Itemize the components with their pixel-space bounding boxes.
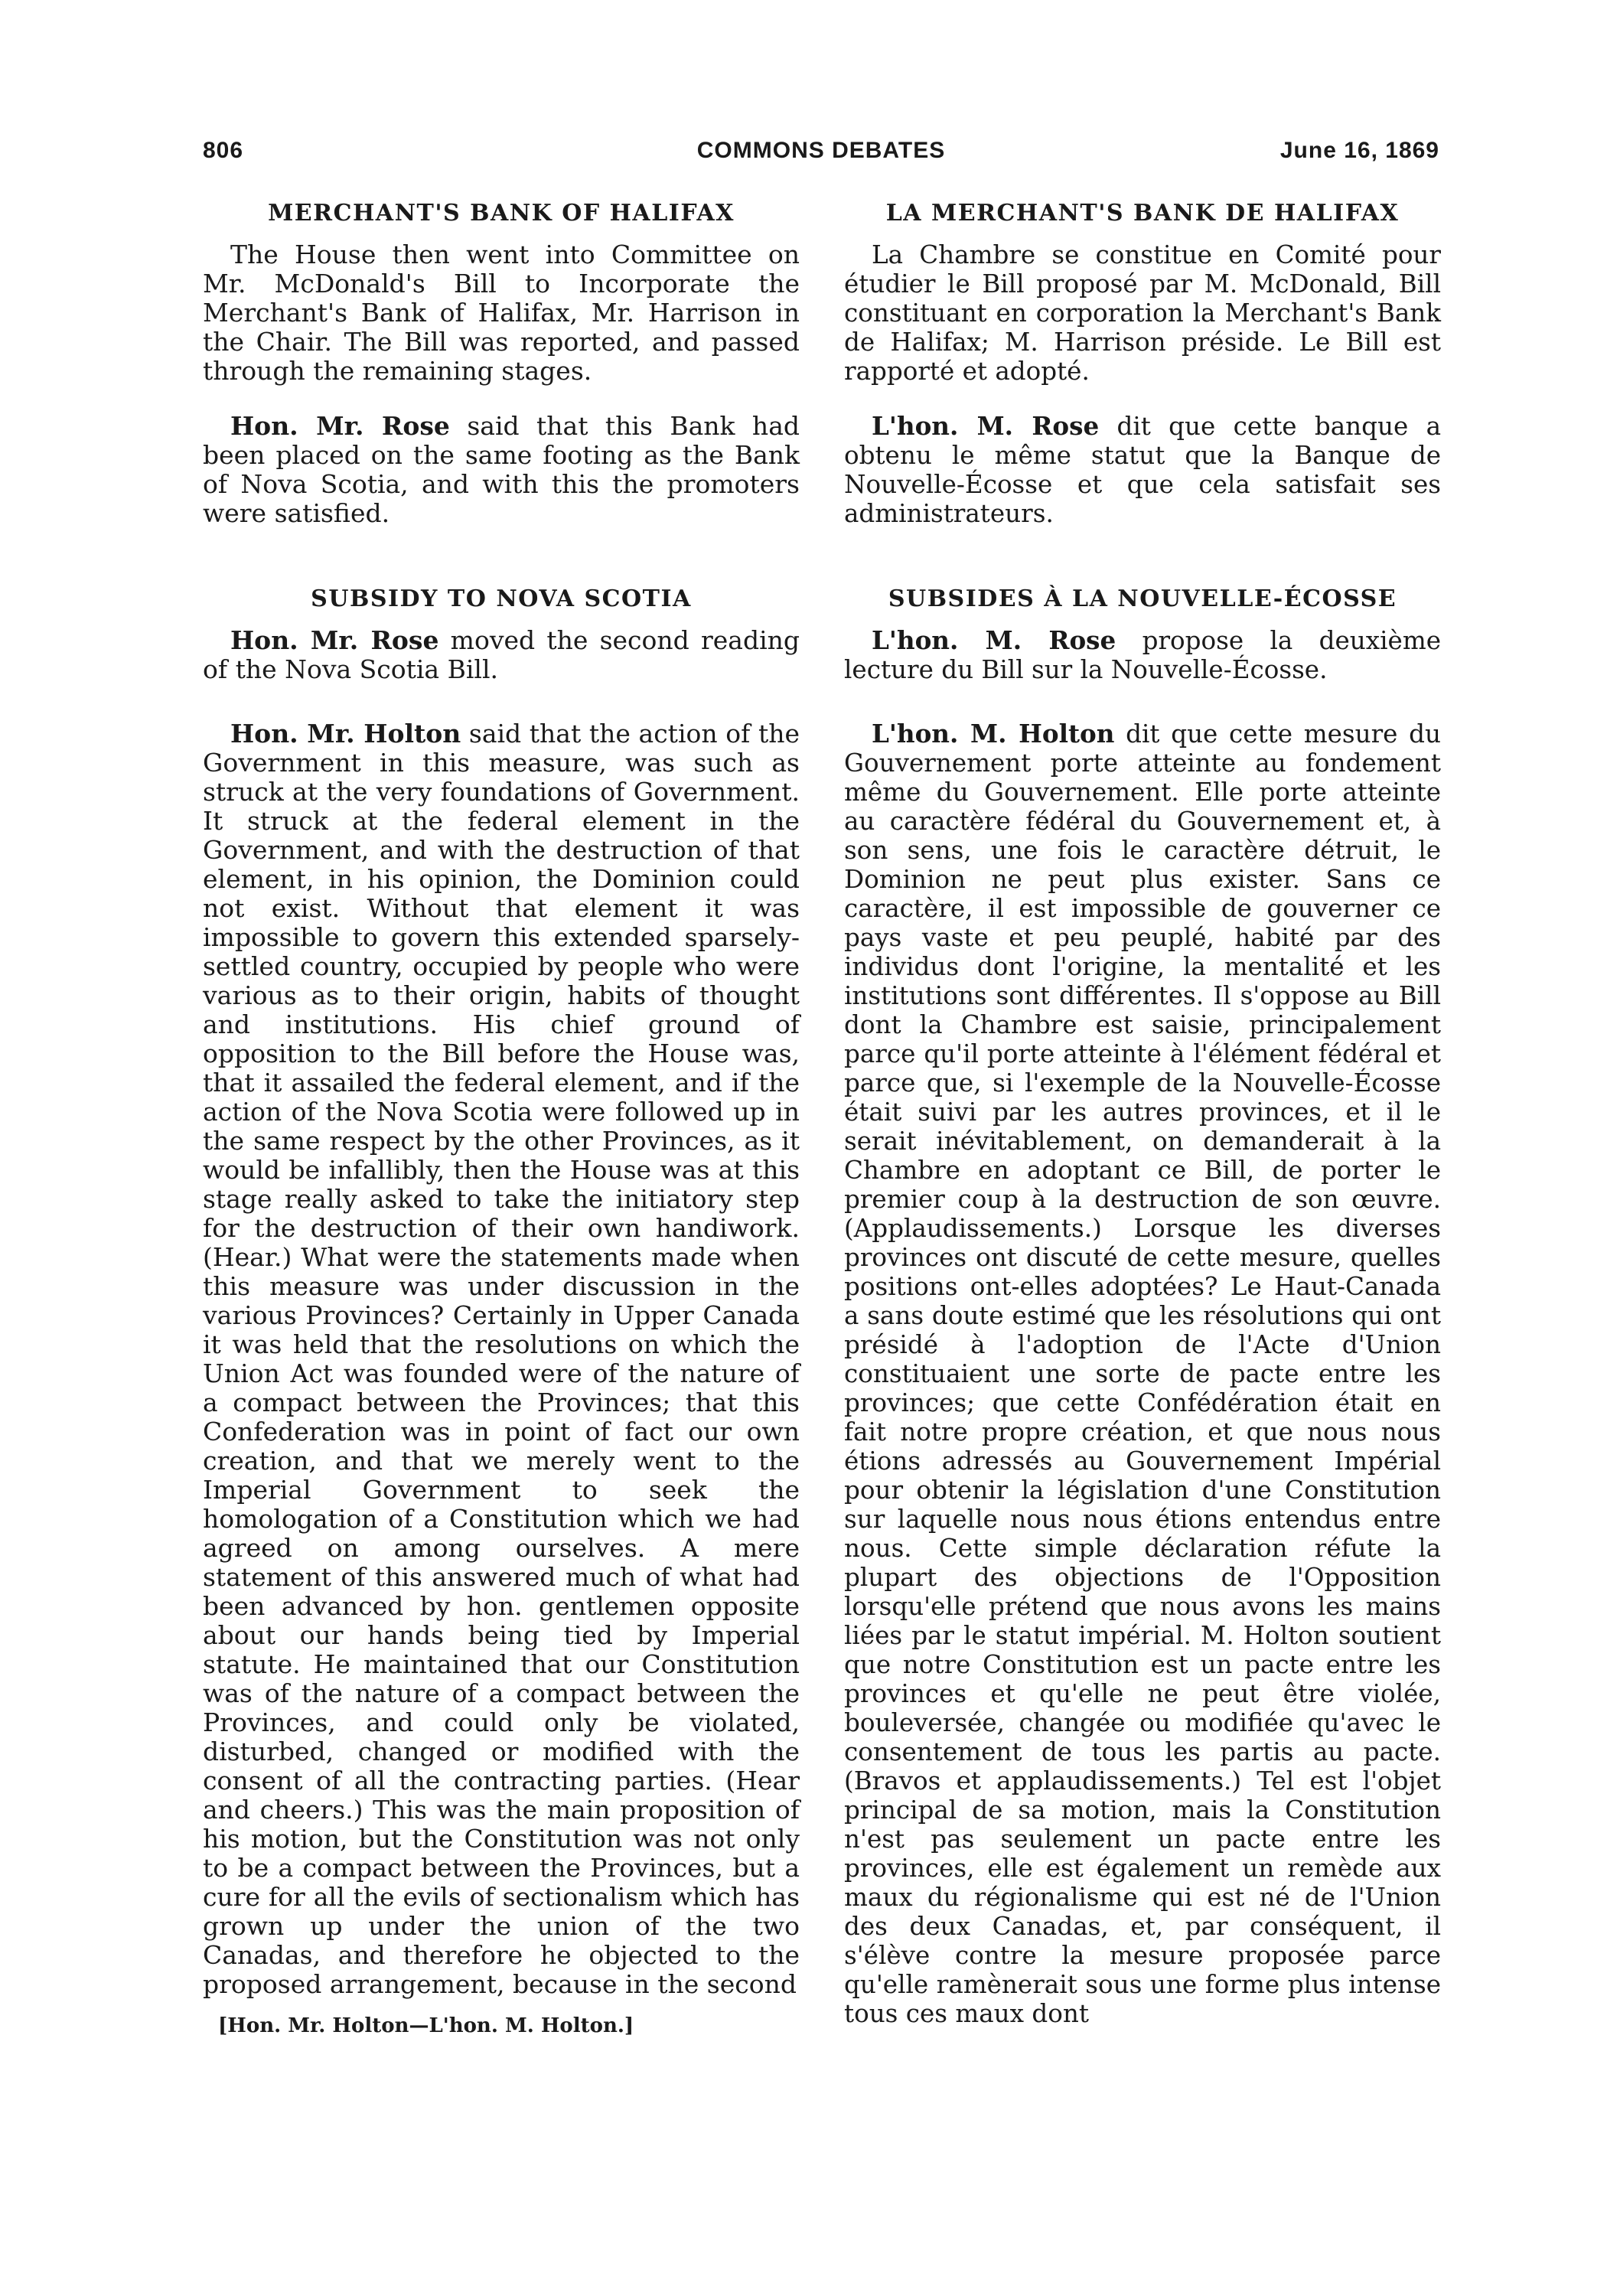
- speech-text: dit que cette mesure du Gouvernement porte atteinte au fondement même du Gouvernement. Elle porte atteinte au caractère fédéral du Gouvernement et, à son sens, une fois le caractère détruit, le Dominion ne peut plus exister. Sans ce caractère, il est impossible de gouverner ce pays vaste et peu peuplé, habité par des individus dont l'origine, la mentalité et les institutions sont différentes. Il s'oppose au Bill dont la Chambre est saisie, principalement parce qu'il porte atteinte à l'élément fédéral et parce que, si l'exemple de la Nouvelle-Écosse était suivi par les autres provinces, et il le serait inévitablement, on demanderait à la Chambre en adoptant ce Bill, de porter le premier coup à la destruction de son œuvre. (Applaudissements.) Lorsque les diverses provinces ont discuté de cette mesure, quelles positions ont-elles adoptées? Le Haut-Canada a sans doute estimé que les résolutions qui ont présidé à l'adoption de l'Acte d'Union constituaient une sorte de pacte entre les provinces; que cette Confédération était en fait notre propre création, et que nous nous étions adressés au Gouvernement Impérial pour obtenir la législation d'une Constitution sur laquelle nous nous étions entendus entre nous. Cette simple déclaration réfute la plupart des objections de l'Opposition lorsqu'elle prétend que nous avons les mains liées par le statut impérial. M. Holton soutient que notre Constitution est un pacte entre les provinces et qu'elle ne peut être violée, bouleversée, changée ou modifiée qu'avec le consentement de tous les partis au pacte. (Bravos et applaudissements.) Tel est l'objet principal de sa motion, mais la Constitution n'est pas seulement un pacte entre les provinces, elle est également un remède aux maux du régionalisme qui est né de l'Union des deux Canadas, et, par conséquent, il s'élève contre la mesure proposée parce qu'elle ramènerait sous une forme plus intense tous ces maux dont: [844, 719, 1441, 2028]
- speech-text: said that the action of the Government in this measure, was such as struck at the very foundations of Government. It struck at the federal element in the Government, and with the destruction of that element, in his opinion, the Dominion could not exist. Without that element it was impossible to govern this extended sparsely-settled country, occupied by people who were various as to their origin, habits of thought and institutions. His chief ground of opposition to the Bill before the House was, that it assailed the federal element, and if the action of the Nova Scotia were followed up in the same respect by the other Provinces, as it would be infallibly, then the House was at this stage really asked to take the initiatory step for the destruction of their own handiwork. (Hear.) What were the statements made when this measure was under discussion in the various Provinces? Certainly in Upper Canada it was held that the resolutions on which the Union Act was founded were of the nature of a compact between the Provinces; that this Confederation was in point of fact our own creation, and that we merely went to the Imperial Government to seek the homologation of a Constitution which we had agreed on among ourselves. A mere statement of this answered much of what had been advanced by hon. gentlemen opposite about our hands being tied by Imperial statute. He maintained that our Constitution was of the nature of a compact between the Provinces, and could only be violated, disturbed, changed or modified with the consent of all the contracting parties. (Hear and cheers.) This was the main proposition of his motion, but the Constitution was not only to be a compact between the Provinces, but a cure for all the evils of sectionalism which has grown up under the union of the two Canadas, and therefore he objected to the proposed arrangement, because in the second: [203, 719, 800, 1999]
- paragraph-rose-bank-fr: [844, 412, 1441, 528]
- speech-text: said that this Bank had been placed on the same footing as the Bank of Nova Scotia, and with this the promoters were satisfied.: [203, 411, 800, 528]
- speech-text: moved the second reading of the Nova Scotia Bill.: [203, 625, 800, 684]
- speaker-name: L'hon. M. Rose: [872, 411, 1100, 441]
- speech-text: dit que cette banque a obtenu le même statut que la Banque de Nouvelle-Écosse et que cela satisfait ses administrateurs.: [844, 412, 1441, 528]
- page-date: June 16, 1869: [1279, 138, 1439, 163]
- page-number: 806: [203, 138, 244, 163]
- speaker-name: Hon. Mr. Rose: [230, 625, 439, 655]
- section-heading-merchants-bank-en: MERCHANT'S BANK OF HALIFAX: [268, 200, 735, 227]
- speaker-footer-note: [Hon. Mr. Holton—L'hon. M. Holton.]: [218, 2014, 634, 2037]
- paragraph-holton-speech-en: [203, 719, 800, 1999]
- speaker-name: Hon. Mr. Holton: [230, 719, 461, 748]
- paragraph-rose-bank-en: [203, 412, 800, 528]
- section-heading-merchants-bank-fr: LA MERCHANT'S BANK DE HALIFAX: [885, 200, 1400, 227]
- french-column: [844, 199, 1441, 2028]
- speaker-name: Hon. Mr. Rose: [230, 411, 450, 441]
- english-column: [203, 199, 800, 2037]
- paragraph-committee-fr: La Chambre se constitue en Comité pour étudier le Bill proposé par M. McDonald, Bill constituant en corporation la Merchant's Bank de Halifax; M. Harrison préside. Le Bill est rapporté et adopté.: [844, 240, 1441, 386]
- journal-title: COMMONS DEBATES: [696, 138, 946, 163]
- speech-text: propose la deuxième lecture du Bill sur la Nouvelle-Écosse.: [844, 626, 1441, 684]
- paragraph-rose-motion-en: [203, 626, 800, 684]
- speaker-name: L'hon. M. Rose: [872, 625, 1116, 655]
- section-heading-subsidy-fr: SUBSIDES À LA NOUVELLE-ÉCOSSE: [888, 585, 1397, 612]
- running-head: [203, 138, 1439, 176]
- speaker-name: L'hon. M. Holton: [872, 719, 1115, 748]
- paragraph-holton-speech-fr: [844, 719, 1441, 2028]
- paragraph-committee-en: The House then went into Committee on Mr. McDonald's Bill to Incorporate the Merchant's Bank of Halifax, Mr. Harrison in the Chair. The Bill was reported, and passed through the remaining stages.: [203, 240, 800, 386]
- section-heading-subsidy-en: SUBSIDY TO NOVA SCOTIA: [311, 585, 692, 612]
- paragraph-rose-motion-fr: [844, 626, 1441, 684]
